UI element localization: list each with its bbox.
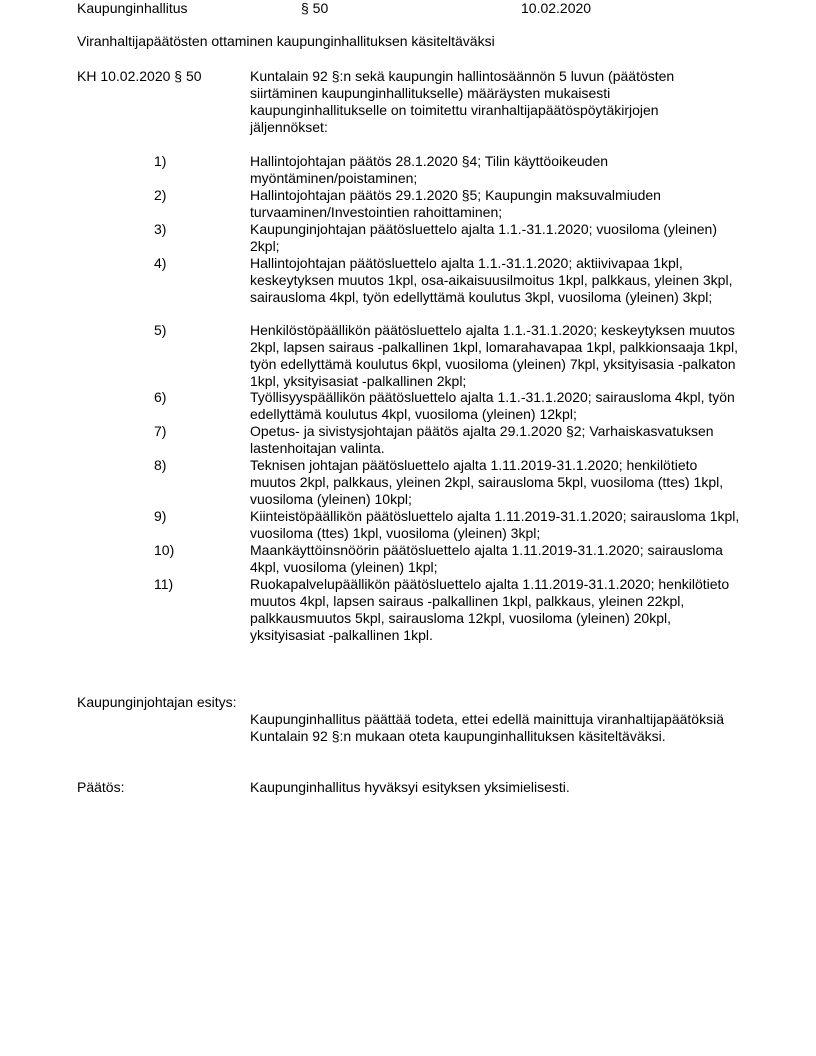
header-organization: Kaupunginhallitus	[77, 0, 188, 16]
list-item-number: 8)	[154, 457, 167, 473]
case-reference: KH 10.02.2020 § 50	[77, 68, 202, 84]
list-item-number: 6)	[154, 389, 167, 405]
list-item-number: 9)	[154, 508, 167, 524]
list-item-text: Hallintojohtajan päätös 29.1.2020 §5; Kaupungin maksuvalmiuden turvaaminen/Investointien rahoittaminen;	[250, 187, 661, 220]
list-item-number: 1)	[154, 153, 167, 169]
list-item-text: Ruokapalvelupäällikön päätösluettelo ajalta 1.11.2019-31.1.2020; henkilötieto muutos 4kpl, lapsen sairaus -palkallinen 1kpl, palkkaus, yleinen 22kpl, palkkausmuutos 5kpl, sairausloma 12kpl, vuosiloma (yleinen) 20kpl, yksityisasiat -palkallinen 1kpl.	[250, 576, 730, 643]
list-item-text: Henkilöstöpäällikön päätösluettelo ajalta 1.1.-31.1.2020; keskeytyksen muutos 2kpl, lapsen sairaus -palkallinen 1kpl, lomarahavapaa 1kpl, palkkionsaaja 1kpl, työn edellyttämä koulutus 6kpl, vuosiloma (yleinen) 7kpl, yksityisasia -palkaton 1kpl, yksityisasiat -palkallinen 2kpl;	[250, 322, 738, 389]
list-item-number: 3)	[154, 221, 167, 237]
list-item-text: Teknisen johtajan päätösluettelo ajalta 1.11.2019-31.1.2020; henkilötieto muutos 2kpl, palkkaus, yleinen 2kpl, sairausloma 5kpl, vuosiloma (ttes) 1kpl, vuosiloma (yleinen) 10kpl;	[250, 457, 724, 507]
header-date: 10.02.2020	[521, 0, 592, 16]
list-item-number: 11)	[154, 576, 174, 592]
list-item-text: Työllisyyspäällikön päätösluettelo ajalta 1.1.-31.1.2020; sairausloma 4kpl, työn edellyttämä koulutus 4kpl, vuosiloma (yleinen) 12kpl;	[250, 389, 735, 422]
list-item-text: Hallintojohtajan päätös 28.1.2020 §4; Tilin käyttöoikeuden myöntäminen/poistaminen;	[250, 153, 609, 186]
case-intro: Kuntalain 92 §:n sekä kaupungin hallintosäännön 5 luvun (päätösten siirtäminen kaupunginhallitukselle) määräysten mukaisesti kaupunginhallitukselle on toimitettu viranhaltijapäätöspöytäkirjojen jäljennökset:	[250, 68, 675, 135]
list-item-number: 4)	[154, 255, 167, 271]
list-item-number: 5)	[154, 322, 167, 338]
list-item-number: 10)	[154, 542, 175, 558]
header-section: § 50	[301, 0, 329, 16]
list-item-text: Kaupunginjohtajan päätösluettelo ajalta 1.1.-31.1.2020; vuosiloma (yleinen) 2kpl;	[250, 221, 717, 254]
list-item-number: 7)	[154, 423, 167, 439]
proposal-text: Kaupunginhallitus päättää todeta, ettei edellä mainittuja viranhaltijapäätöksiä Kuntalain 92 §:n mukaan oteta kaupunginhallituksen käsiteltäväksi.	[250, 711, 724, 744]
decision-text: Kaupunginhallitus hyväksyi esityksen yksimielisesti.	[250, 779, 570, 795]
list-item-text: Opetus- ja sivistysjohtajan päätös ajalta 29.1.2020 §2; Varhaiskasvatuksen lastenhoitajan valinta.	[250, 423, 714, 456]
decision-label: Päätös:	[77, 779, 125, 795]
list-item-number: 2)	[154, 187, 167, 203]
list-item-text: Maankäyttöinsnöörin päätösluettelo ajalta 1.11.2019-31.1.2020; sairausloma 4kpl, vuosiloma (yleinen) 1kpl;	[250, 542, 723, 575]
list-item-text: Kiinteistöpäällikön päätösluettelo ajalta 1.11.2019-31.1.2020; sairausloma 1kpl, vuosiloma (ttes) 1kpl, vuosiloma (yleinen) 3kpl;	[250, 508, 740, 541]
document-title: Viranhaltijapäätösten ottaminen kaupunginhallituksen käsiteltäväksi	[77, 33, 495, 49]
proposal-label: Kaupunginjohtajan esitys:	[77, 694, 237, 710]
list-item-text: Hallintojohtajan päätösluettelo ajalta 1.1.-31.1.2020; aktiivivapaa 1kpl, keskeytyksen muutos 1kpl, osa-aikaisuusilmoitus 1kpl, palkkaus, yleinen 3kpl, sairausloma 4kpl, työn edellyttämä koulutus 3kpl, vuosiloma (yleinen) 3kpl;	[250, 255, 733, 305]
